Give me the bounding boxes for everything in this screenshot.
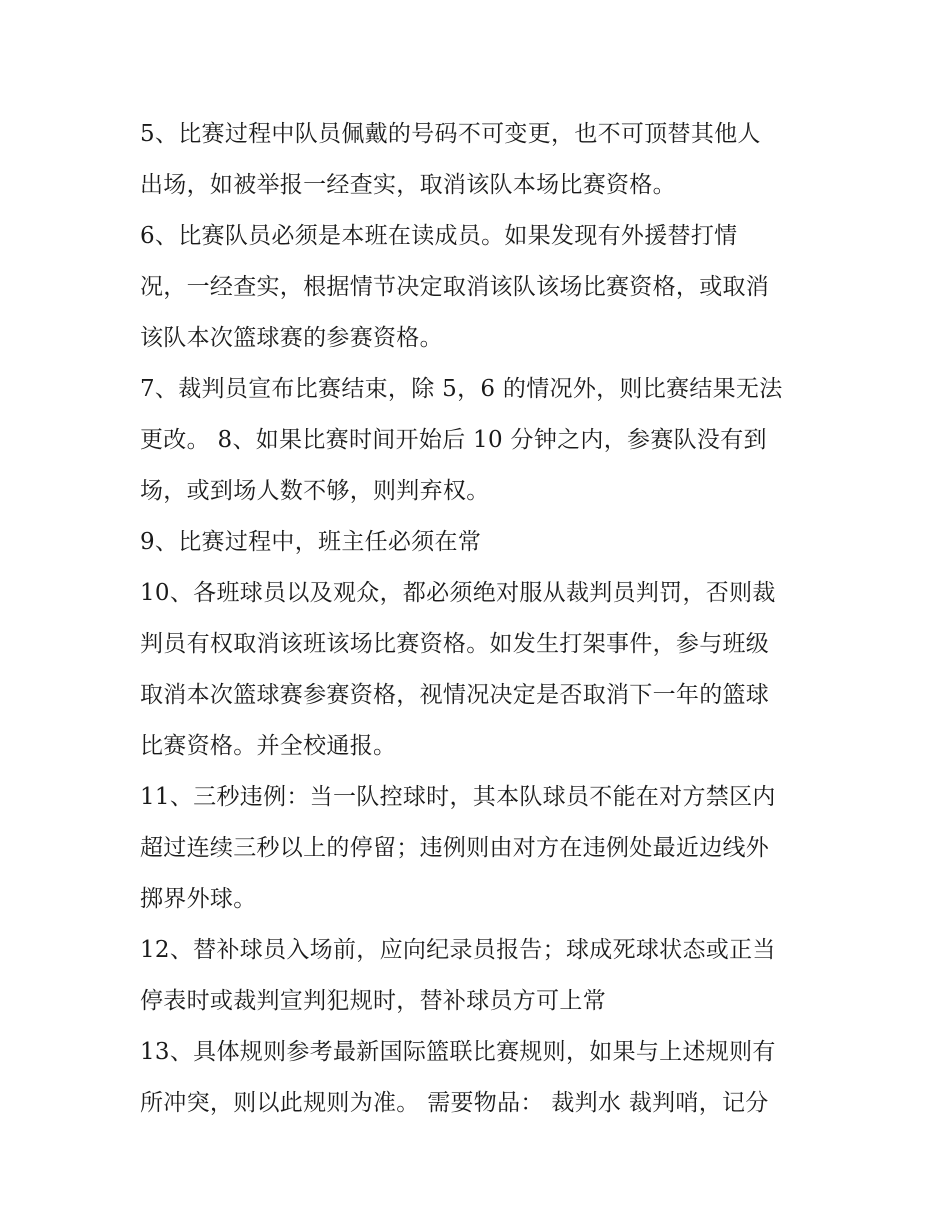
text-line: 12、替补球员入场前，应向纪录员报告；球成死球状态或正当: [140, 937, 776, 963]
text-line: 13、具体规则参考最新国际篮联比赛规则，如果与上述规则有: [140, 1039, 776, 1065]
text-line: 掷界外球。: [140, 886, 257, 912]
text-line: 6、比赛队员必须是本班在读成员。如果发现有外援替打情: [140, 223, 738, 249]
text-line: 比赛资格。并全校通报。: [140, 733, 397, 759]
text-line: 更改。 8、如果比赛时间开始后 10 分钟之内，参赛队没有到: [140, 427, 767, 453]
text-line: 出场，如被举报一经查实，取消该队本场比赛资格。: [140, 172, 676, 198]
text-line: 9、比赛过程中，班主任必须在常: [140, 529, 482, 555]
text-line: 7、裁判员宣布比赛结束，除 5，6 的情况外，则比赛结果无法: [140, 376, 783, 402]
text-line: 判员有权取消该班该场比赛资格。如发生打架事件，参与班级: [140, 631, 770, 657]
text-line: 该队本次篮球赛的参赛资格。: [140, 325, 443, 351]
text-line: 超过连续三秒以上的停留；违例则由对方在违例处最近边线外: [140, 835, 770, 861]
text-line: 10、各班球员以及观众，都必须绝对服从裁判员判罚，否则裁: [140, 580, 776, 606]
document-body: [140, 109, 820, 1129]
text-line: 场，或到场人数不够，则判弃权。: [140, 478, 490, 504]
text-line: 5、比赛过程中队员佩戴的号码不可变更，也不可顶替其他人: [140, 121, 761, 147]
text-line: 停表时或裁判宣判犯规时，替补球员方可上常: [140, 988, 606, 1014]
text-line: 11、三秒违例：当一队控球时，其本队球员不能在对方禁区内: [140, 784, 776, 810]
text-line: 取消本次篮球赛参赛资格，视情况决定是否取消下一年的篮球: [140, 682, 770, 708]
text-line: 况，一经查实，根据情节决定取消该队该场比赛资格，或取消: [140, 274, 770, 300]
text-line: 所冲突，则以此规则为准。 需要物品： 裁判水 裁判哨，记分: [140, 1090, 769, 1116]
